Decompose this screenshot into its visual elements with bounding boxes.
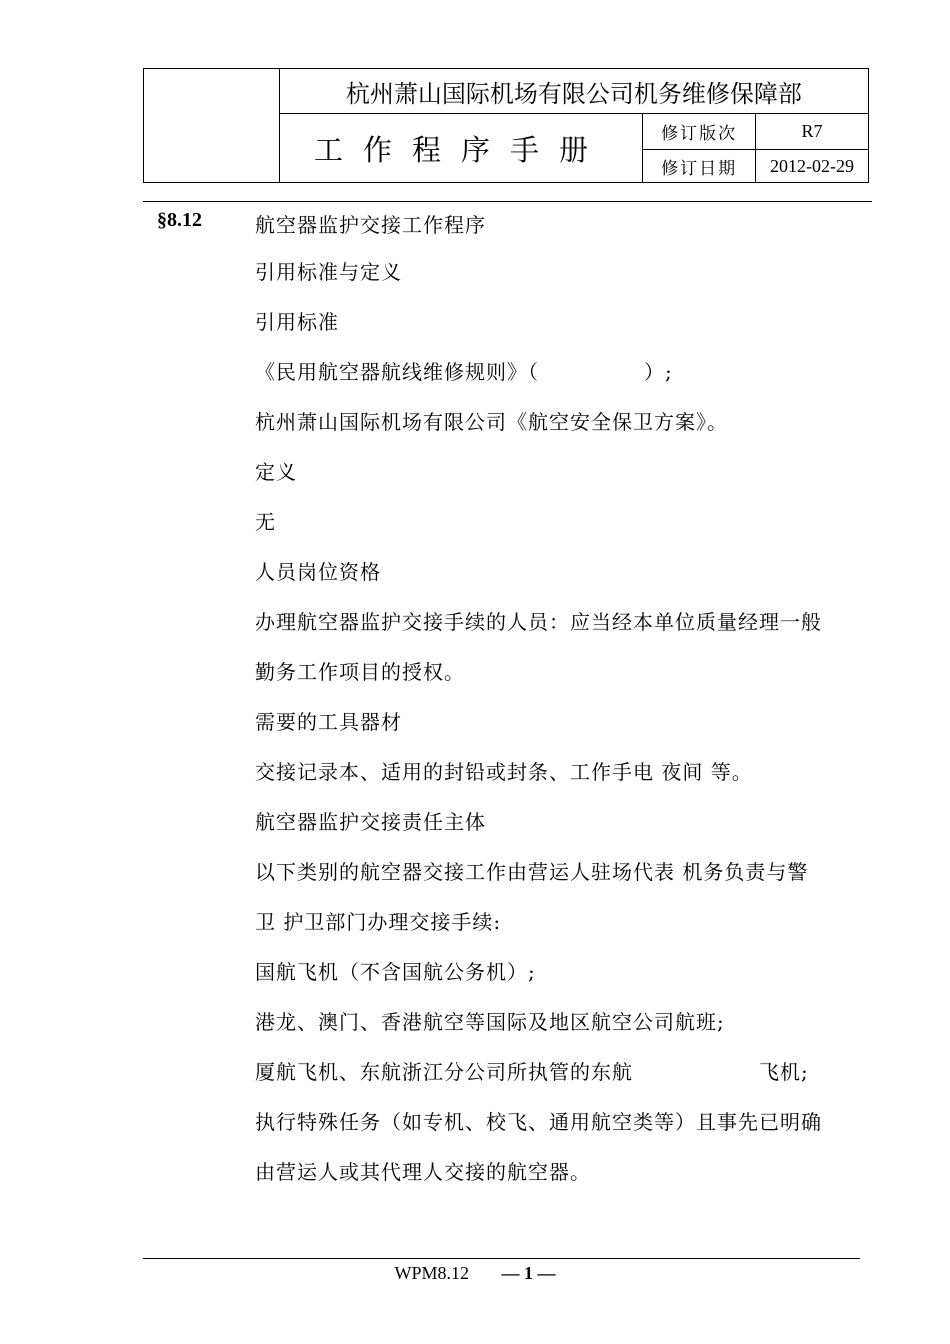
logo-cell — [144, 69, 280, 183]
document-code: WPM8.12 — [394, 1263, 469, 1283]
body-line: 需要的工具器材 — [255, 710, 402, 734]
page-footer — [0, 1263, 950, 1284]
body-line: 人员岗位资格 — [255, 560, 381, 584]
body-line: 定义 — [255, 460, 297, 484]
document-header-table — [143, 68, 869, 183]
body-line: 国航飞机（不含国航公务机）; — [255, 960, 536, 984]
revision-label: 修订版次 — [643, 114, 756, 150]
body-line: 办理航空器监护交接手续的人员：应当经本单位质量经理一般 — [255, 610, 822, 634]
body-line: 交接记录本、适用的封铅或封条、工作手电 夜间 等。 — [255, 760, 753, 784]
body-text — [255, 259, 865, 1209]
body-line: 引用标准与定义 — [255, 260, 402, 284]
page-number: — 1 — — [501, 1263, 556, 1283]
body-line: 《民用航空器航线维修规则》（ ）; — [255, 360, 673, 384]
body-line: 厦航飞机、东航浙江分公司所执管的东航 飞机; — [255, 1060, 809, 1084]
company-name: 杭州萧山国际机场有限公司机务维修保障部 — [279, 69, 868, 114]
body-line: 引用标准 — [255, 310, 339, 334]
date-value: 2012-02-29 — [756, 150, 869, 183]
footer-divider — [143, 1258, 860, 1259]
section-title: 航空器监护交接工作程序 — [255, 213, 486, 237]
body-line: 由营运人或其代理人交接的航空器。 — [255, 1160, 591, 1184]
section-number: §8.12 — [157, 209, 202, 231]
body-line: 勤务工作项目的授权。 — [255, 660, 465, 684]
body-line: 执行特殊任务（如专机、校飞、通用航空类等）且事先已明确 — [255, 1110, 822, 1134]
body-line: 航空器监护交接责任主体 — [255, 810, 486, 834]
revision-value: R7 — [756, 114, 869, 150]
header-divider — [143, 201, 872, 202]
body-line: 杭州萧山国际机场有限公司《航空安全保卫方案》。 — [255, 410, 728, 434]
body-line: 卫 护卫部门办理交接手续: — [255, 910, 502, 934]
body-line: 以下类别的航空器交接工作由营运人驻场代表 机务负责与警 — [255, 860, 809, 884]
manual-title: 工作程序手册 — [279, 114, 642, 183]
body-line: 无 — [255, 510, 276, 534]
date-label: 修订日期 — [643, 150, 756, 183]
body-line: 港龙、澳门、香港航空等国际及地区航空公司航班; — [255, 1010, 725, 1034]
